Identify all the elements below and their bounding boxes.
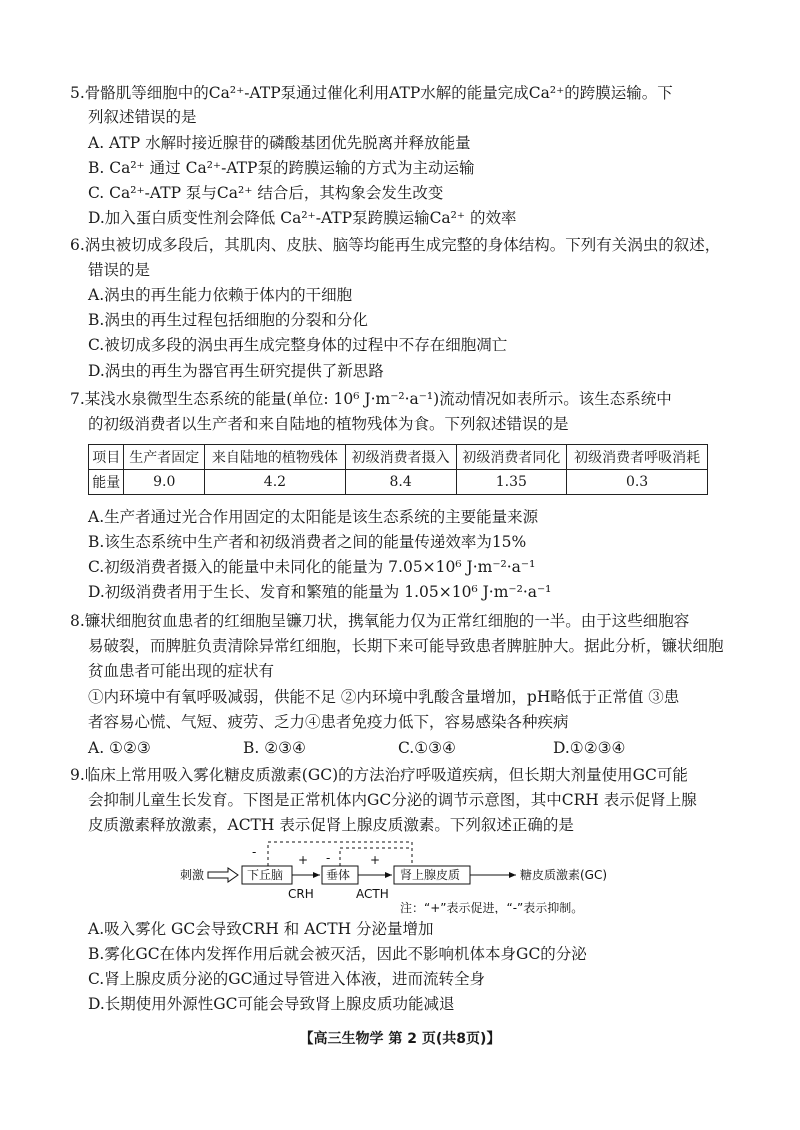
q9-option-b: B.雾化GC在体内发挥作用后就会被灭活，因此不影响机体本身GC的分泌 <box>88 945 587 963</box>
table-row <box>89 470 708 495</box>
q8-option-d: D.①②③④ <box>553 739 626 757</box>
adrenal-cortex-label: 肾上腺皮质 <box>400 868 461 882</box>
minus-sign-1: - <box>252 845 257 859</box>
diagram-note: 注：“+”表示促进，“-”表示抑制。 <box>400 901 584 914</box>
table-cell: 初级消费者同化 <box>456 445 567 470</box>
q5-option-d: D.加入蛋白质变性剂会降低 Ca²⁺-ATP泵跨膜运输Ca²⁺ 的效率 <box>88 209 517 227</box>
crh-label: CRH <box>288 887 314 901</box>
table-cell: 1.35 <box>456 470 567 495</box>
table-cell: 4.2 <box>205 470 346 495</box>
q9-stem-line2: 会抑制儿童生长发育。下图是正常机体内GC分泌的调节示意图，其中CRH 表示促肾上腺 <box>88 791 697 809</box>
q6-option-d: D.涡虫的再生为器官再生研究提供了新思路 <box>88 362 384 380</box>
table-cell: 来自陆地的植物残体 <box>205 445 346 470</box>
q8-stem-line2: 易破裂，而脾脏负责清除异常红细胞，长期下来可能导致患者脾脏肿大。据此分析，镰状细胞 <box>88 637 724 655</box>
table-cell: 生产者固定 <box>124 445 205 470</box>
q9-option-a: A.吸入雾化 GC会导致CRH 和 ACTH 分泌量增加 <box>88 920 434 938</box>
q7-option-c: C.初级消费者摄入的能量中未同化的能量为 7.05×10⁶ J·m⁻²·a⁻¹ <box>88 558 536 576</box>
table-cell: 能量 <box>89 470 124 495</box>
table-cell: 初级消费者呼吸消耗 <box>567 445 708 470</box>
q9-option-d: D.长期使用外源性GC可能会导致肾上腺皮质功能减退 <box>88 995 455 1013</box>
q7-stem-line1: 7.某浅水泉微型生态系统的能量(单位: 10⁶ J·m⁻²·a⁻¹)流动情况如表所示。该生态系统中 <box>70 390 672 408</box>
gc-regulation-diagram <box>180 834 620 914</box>
gc-label: 糖皮质激素(GC) <box>520 868 608 882</box>
q9-option-c: C.肾上腺皮质分泌的GC通过导管进入体液，进而流转全身 <box>88 970 485 988</box>
q5-stem-line1: 5.骨骼肌等细胞中的Ca²⁺-ATP泵通过催化利用ATP水解的能量完成Ca²⁺的跨膜运输。下 <box>70 84 673 102</box>
q7-option-d: D.初级消费者用于生长、发育和繁殖的能量为 1.05×10⁶ J·m⁻²·a⁻¹ <box>88 583 552 601</box>
q8-items-line2: 者容易心慌、气短、疲劳、乏力④患者免疫力低下，容易感染各种疾病 <box>88 713 569 731</box>
plus-sign-1: + <box>298 853 309 867</box>
table-cell: 初级消费者摄入 <box>345 445 456 470</box>
q8-option-c: C.①③④ <box>398 739 456 757</box>
q8-option-a: A. ①②③ <box>88 739 151 757</box>
table-cell: 8.4 <box>345 470 456 495</box>
table-cell: 9.0 <box>124 470 205 495</box>
table-header-row <box>89 445 708 470</box>
q5-stem-line2: 列叙述错误的是 <box>88 108 197 126</box>
table-cell: 项目 <box>89 445 124 470</box>
q5-option-a: A. ATP 水解时接近腺苷的磷酸基团优先脱离并释放能量 <box>88 134 471 152</box>
q8-stem-line1: 8.镰状细胞贫血患者的红细胞呈镰刀状，携氧能力仅为正常红细胞的一半。由于这些细胞容 <box>70 612 690 630</box>
minus-sign-2: - <box>326 851 331 865</box>
hollow-arrow-icon <box>208 868 238 882</box>
q5-option-c: C. Ca²⁺-ATP 泵与Ca²⁺ 结合后，其构象会发生改变 <box>88 184 444 202</box>
q6-option-b: B.涡虫的再生过程包括细胞的分裂和分化 <box>88 311 368 329</box>
table-cell: 0.3 <box>567 470 708 495</box>
q8-stem-line3: 贫血患者可能出现的症状有 <box>88 662 275 680</box>
q6-option-c: C.被切成多段的涡虫再生成完整身体的过程中不存在细胞凋亡 <box>88 336 508 354</box>
energy-flow-table <box>88 444 708 495</box>
pituitary-label: 垂体 <box>326 868 351 882</box>
acth-label: ACTH <box>356 887 389 901</box>
hypothalamus-label: 下丘脑 <box>247 868 284 882</box>
q5-option-b: B. Ca²⁺ 通过 Ca²⁺-ATP泵的跨膜运输的方式为主动运输 <box>88 159 475 177</box>
q8-option-b: B. ②③④ <box>243 739 306 757</box>
q7-stem-line2: 的初级消费者以生产者和来自陆地的植物残体为食。下列叙述错误的是 <box>88 415 569 433</box>
q7-option-a: A.生产者通过光合作用固定的太阳能是该生态系统的主要能量来源 <box>88 508 539 526</box>
q6-stem-line1: 6.涡虫被切成多段后，其肌肉、皮肤、脑等均能再生成完整的身体结构。下列有关涡虫的叙述， <box>70 236 721 254</box>
stimulus-label: 刺激 <box>180 868 205 882</box>
q9-stem-line3: 皮质激素释放激素，ACTH 表示促肾上腺皮质激素。下列叙述正确的是 <box>88 816 574 834</box>
q8-items-line1: ①内环境中有氧呼吸减弱，供能不足 ②内环境中乳酸含量增加，pH略低于正常值 ③患 <box>88 688 680 706</box>
q6-stem-line2: 错误的是 <box>88 261 151 279</box>
plus-sign-2: + <box>370 853 381 867</box>
page-footer: 【高三生物学 第 2 页(共8页)】 <box>299 1031 501 1047</box>
q6-option-a: A.涡虫的再生能力依赖于体内的干细胞 <box>88 286 353 304</box>
q7-option-b: B.该生态系统中生产者和初级消费者之间的能量传递效率为15% <box>88 533 527 551</box>
q9-stem-line1: 9.临床上常用吸入雾化糖皮质激素(GC)的方法治疗呼吸道疾病，但长期大剂量使用GC可能 <box>70 766 688 784</box>
